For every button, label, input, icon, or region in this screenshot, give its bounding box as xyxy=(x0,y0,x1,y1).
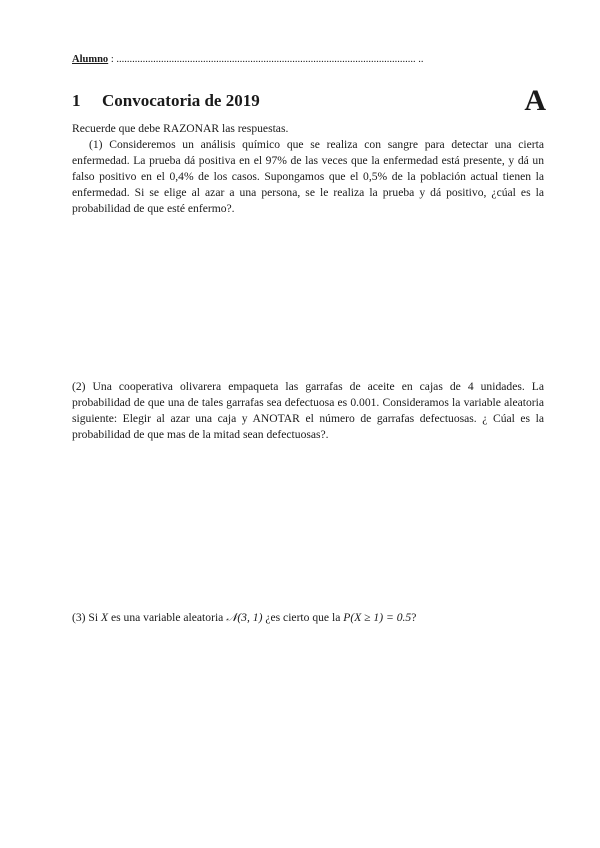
exam-version-letter: A xyxy=(524,84,546,117)
question-3-suffix: ? xyxy=(411,611,417,624)
student-name-blank: .................................................................................................................. .. xyxy=(116,54,424,65)
question-2: (2) Una cooperativa olivarera empaqueta las garrafas de aceite en cajas de 4 unidades. La probabilidad de que una de tales garrafas sea defectuosa es 0.001. Consideramos la variable aleatoria siguiente: Elegir al azar una caja y ANOTAR el número de garrafas defectuosas. ¿ Cúal es la probabilidad de que mas de la mitad sean defectuosas?. xyxy=(72,380,544,441)
question-3-variable: X xyxy=(100,611,109,624)
section-title: Convocatoria de 2019 xyxy=(102,91,260,110)
question-3-prefix: (3) Si xyxy=(72,611,101,624)
student-label: Alumno xyxy=(72,54,109,65)
question-3-distribution: 𝒩(3, 1) xyxy=(226,611,263,624)
instructions-text: Recuerde que debe RAZONAR las respuestas. xyxy=(72,122,289,135)
student-separator: : xyxy=(110,54,114,65)
question-1: (1) Consideremos un análisis químico que se realiza con sangre para detectar una cierta enfermedad. La prueba dá positiva en el 97% de las veces que la enfermedad está presente, y dá un falso positivo en el 0,4% de los casos. Supongamos que el 0,5% de la población actual tienen la enfermedad. Si se elige al azar a una persona, se le realiza la prueba y dá positivo, ¿cúal es la probabilidad de que esté enfermo?. xyxy=(72,138,544,215)
section-heading xyxy=(72,84,546,117)
student-name-line xyxy=(72,54,542,65)
question-3-mid-1: es una variable aleatoria xyxy=(108,611,227,624)
section-number: 1 xyxy=(72,91,81,110)
question-3-expression: P(X ≥ 1) = 0.5 xyxy=(343,611,412,624)
question-3-mid-2: ¿es cierto que la xyxy=(262,611,344,624)
question-3 xyxy=(72,610,544,626)
